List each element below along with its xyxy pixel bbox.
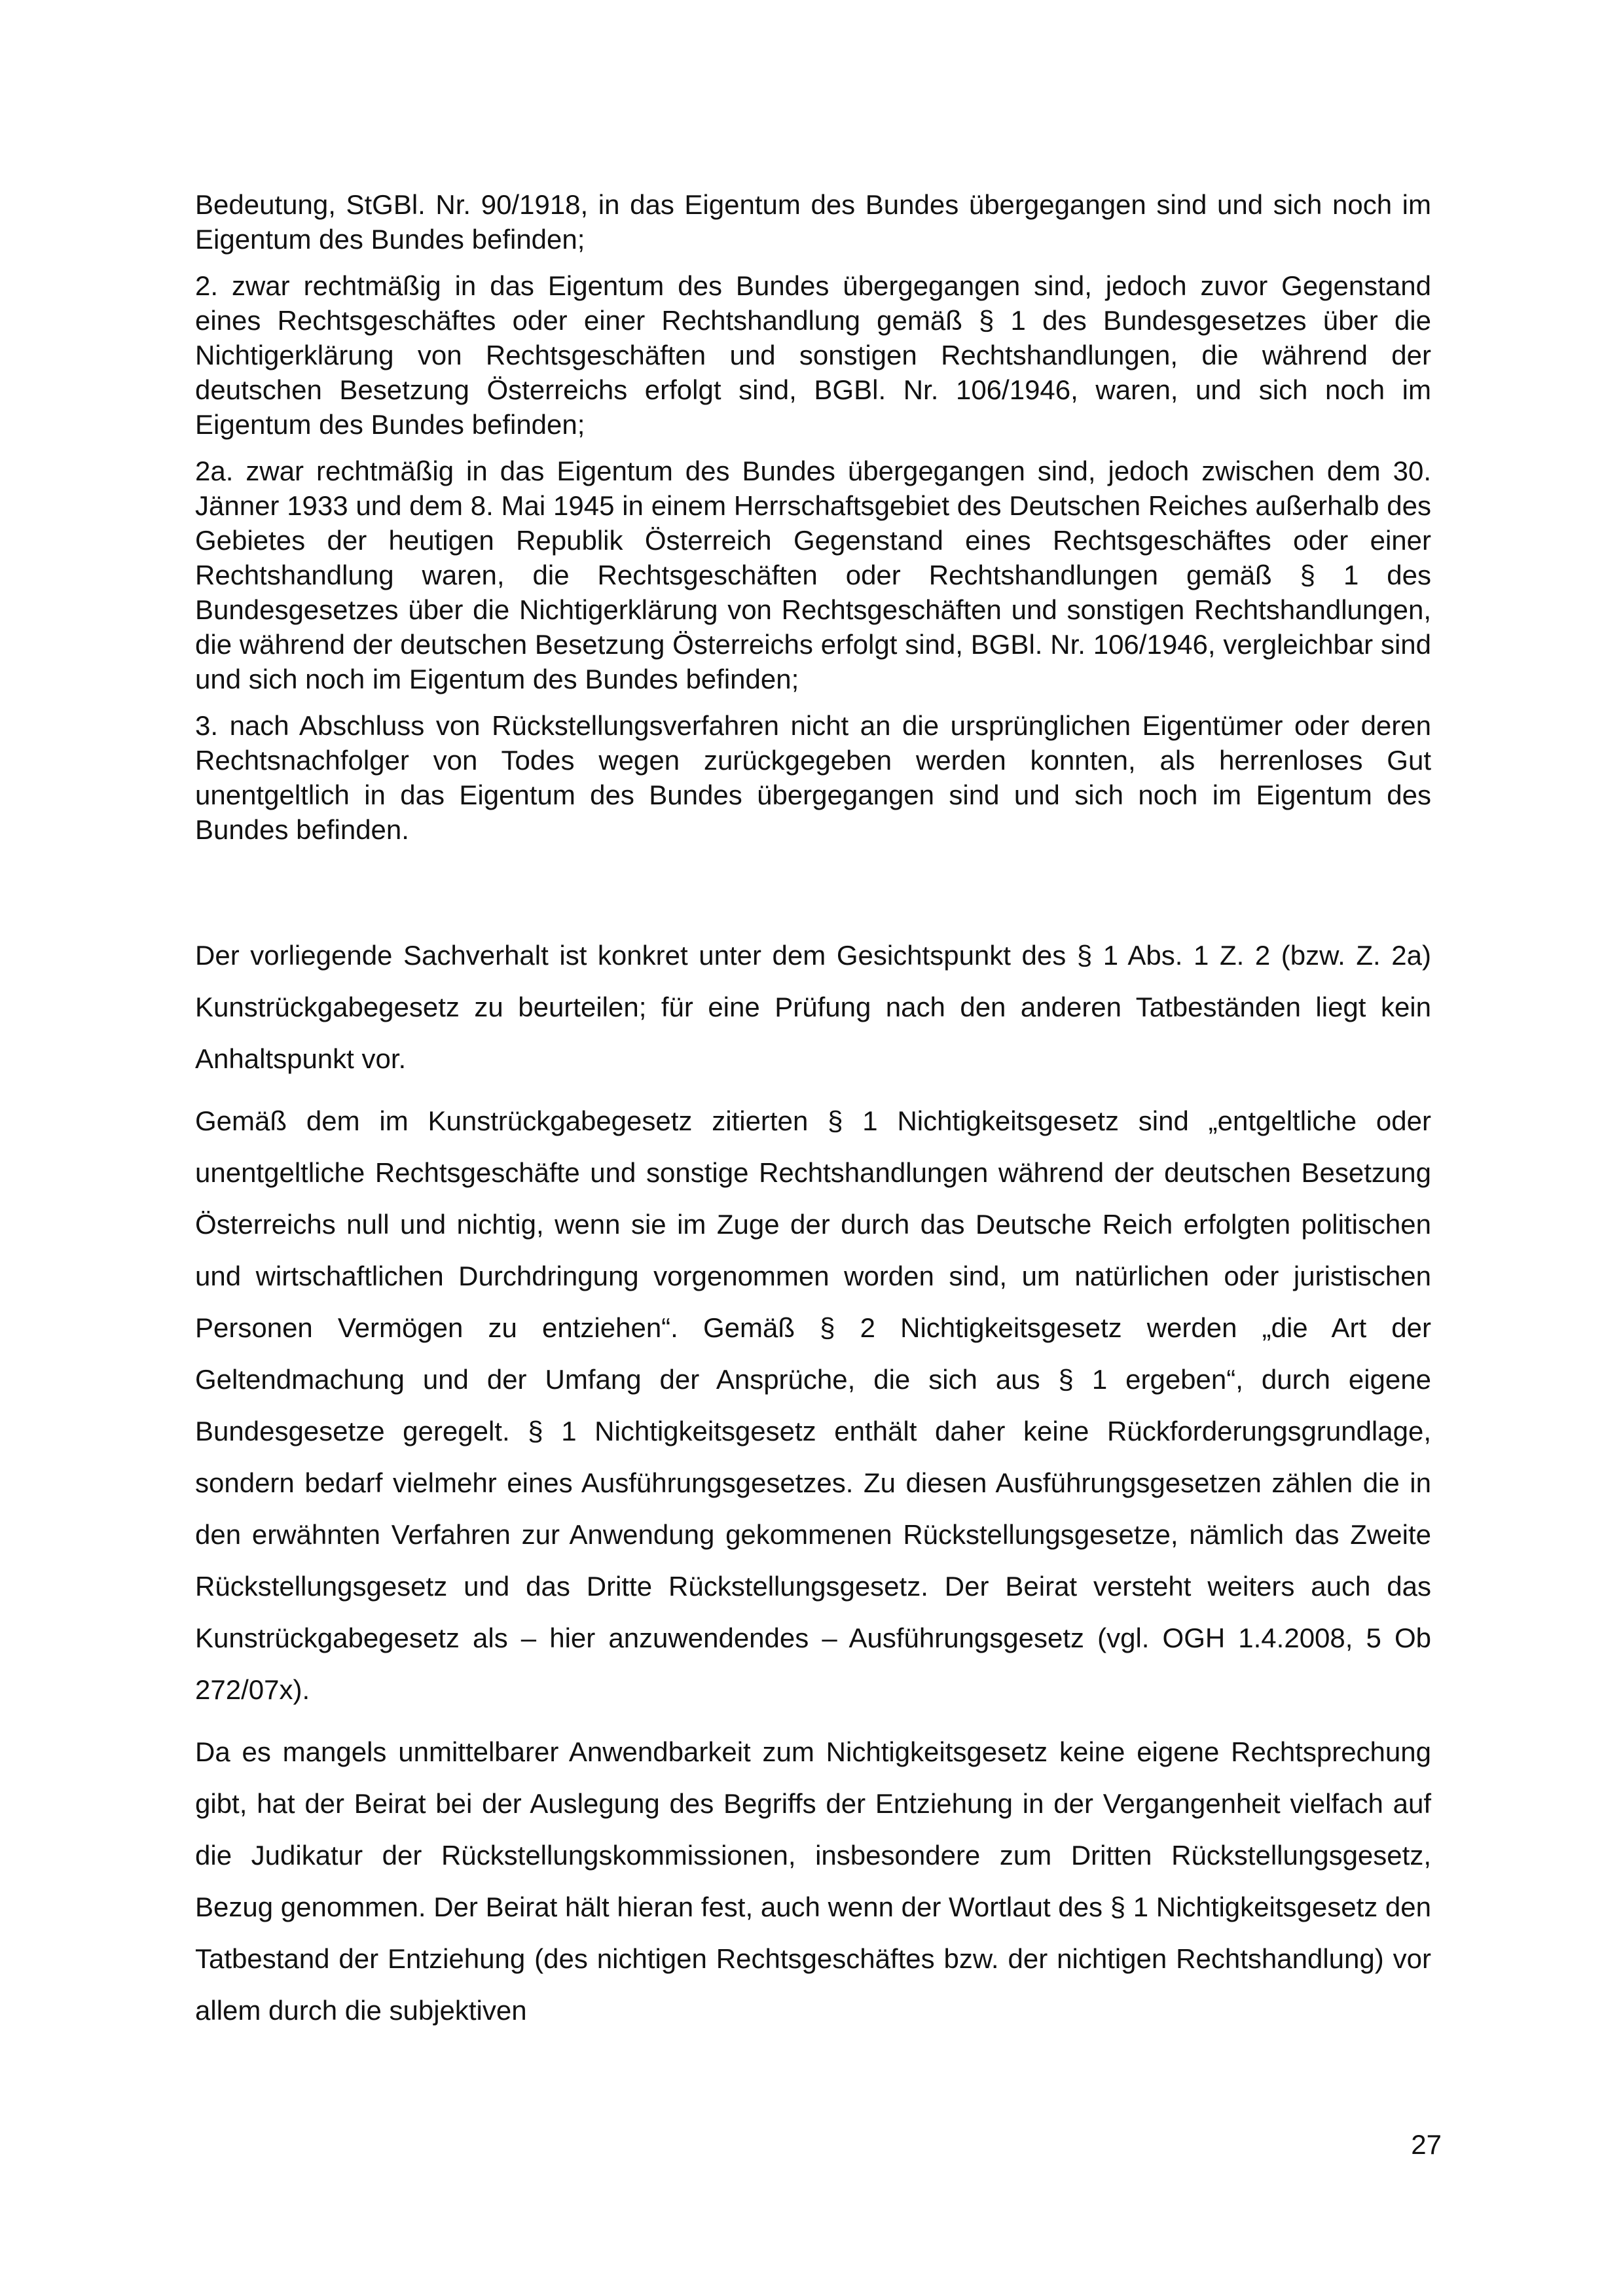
list-item-2: 2. zwar rechtmäßig in das Eigentum des Bundes übergegangen sind, jedoch zuvor Gegenstand eines Rechtsgeschäftes oder einer Rechtshandlung gemäß § 1 des Bundesgesetzes über die Nichtigerklärung von Rechtsgeschäften und sonstigen Rechtshandlungen, die während der deutschen Besetzung Österreichs erfolgt sind, BGBl. Nr. 106/1946, waren, und sich noch im Eigentum des Bundes befinden; [195,270,1431,440]
page-number: 27 [1411,2129,1442,2160]
section-spacer [195,859,1431,929]
list-item-3: 3. nach Abschluss von Rückstellungsverfahren nicht an die ursprünglichen Eigentümer oder deren Rechtsnachfolger von Todes wegen zurückgegeben werden konnten, als herrenloses Gut unentgeltlich in das Eigentum des Bundes übergegangen sind und sich noch im Eigentum des Bundes befinden. [195,710,1431,845]
paragraph-sachverhalt: Der vorliegende Sachverhalt ist konkret unter dem Gesichtspunkt des § 1 Abs. 1 Z. 2 (bzw. Z. 2a) Kunstrückgabegesetz zu beurteilen; für eine Prüfung nach den anderen Tatbeständen liegt kein Anhaltspunkt vor. [195,940,1431,1074]
paragraph-rechtsprechung: Da es mangels unmittelbarer Anwendbarkeit zum Nichtigkeitsgesetz keine eigene Rechtsprechung gibt, hat der Beirat bei der Auslegung des Begriffs der Entziehung in der Vergangenheit vielfach auf die Judikatur der Rückstellungskommissionen, insbesondere zum Dritten Rückstellungsgesetz, Bezug genommen. Der Beirat hält hieran fest, auch wenn der Wortlaut des § 1 Nichtigkeitsgesetz den Tatbestand der Entziehung (des nichtigen Rechtsgeschäftes bzw. der nichtigen Rechtshandlung) vor allem durch die subjektiven [195,1736,1431,2026]
page-body [195,187,1431,2047]
paragraph-nichtigkeitsgesetz: Gemäß dem im Kunstrückgabegesetz zitierten § 1 Nichtigkeitsgesetz sind „entgeltliche oder unentgeltliche Rechtsgeschäfte und sonstige Rechtshandlungen während der deutschen Besetzung Österreichs null und nichtig, wenn sie im Zuge der durch das Deutsche Reich erfolgten politischen und wirtschaftlichen Durchdringung vorgenommen worden sind, um natürlichen oder juristischen Personen Vermögen zu entziehen“. Gemäß § 2 Nichtigkeitsgesetz werden „die Art der Geltendmachung und der Umfang der Ansprüche, die sich aus § 1 ergeben“, durch eigene Bundesgesetze geregelt. § 1 Nichtigkeitsgesetz enthält daher keine Rückforderungsgrundlage, sondern bedarf vielmehr eines Ausführungsgesetzes. Zu diesen Ausführungsgesetzen zählen die in den erwähnten Verfahren zur Anwendung gekommenen Rückstellungsgesetze, nämlich das Zweite Rückstellungsgesetz und das Dritte Rückstellungsgesetz. Der Beirat versteht weiters auch das Kunstrückgabegesetz als – hier anzuwendendes – Ausführungsgesetz (vgl. OGH 1.4.2008, 5 Ob 272/07x). [195,1105,1431,1705]
list-item-2a: 2a. zwar rechtmäßig in das Eigentum des Bundes übergegangen sind, jedoch zwischen dem 30. Jänner 1933 und dem 8. Mai 1945 in einem Herrschaftsgebiet des Deutschen Reiches außerhalb des Gebietes der heutigen Republik Österreich Gegenstand eines Rechtsgeschäftes oder einer Rechtshandlung waren, die Rechtsgeschäften oder Rechtshandlungen gemäß § 1 des Bundesgesetzes über die Nichtigerklärung von Rechtsgeschäften und sonstigen Rechtshandlungen, die während der deutschen Besetzung Österreichs erfolgt sind, BGBl. Nr. 106/1946, vergleichbar sind und sich noch im Eigentum des Bundes befinden; [195,456,1431,694]
paragraph-continuation: Bedeutung, StGBl. Nr. 90/1918, in das Eigentum des Bundes übergegangen sind und sich noch im Eigentum des Bundes befinden; [195,189,1431,255]
